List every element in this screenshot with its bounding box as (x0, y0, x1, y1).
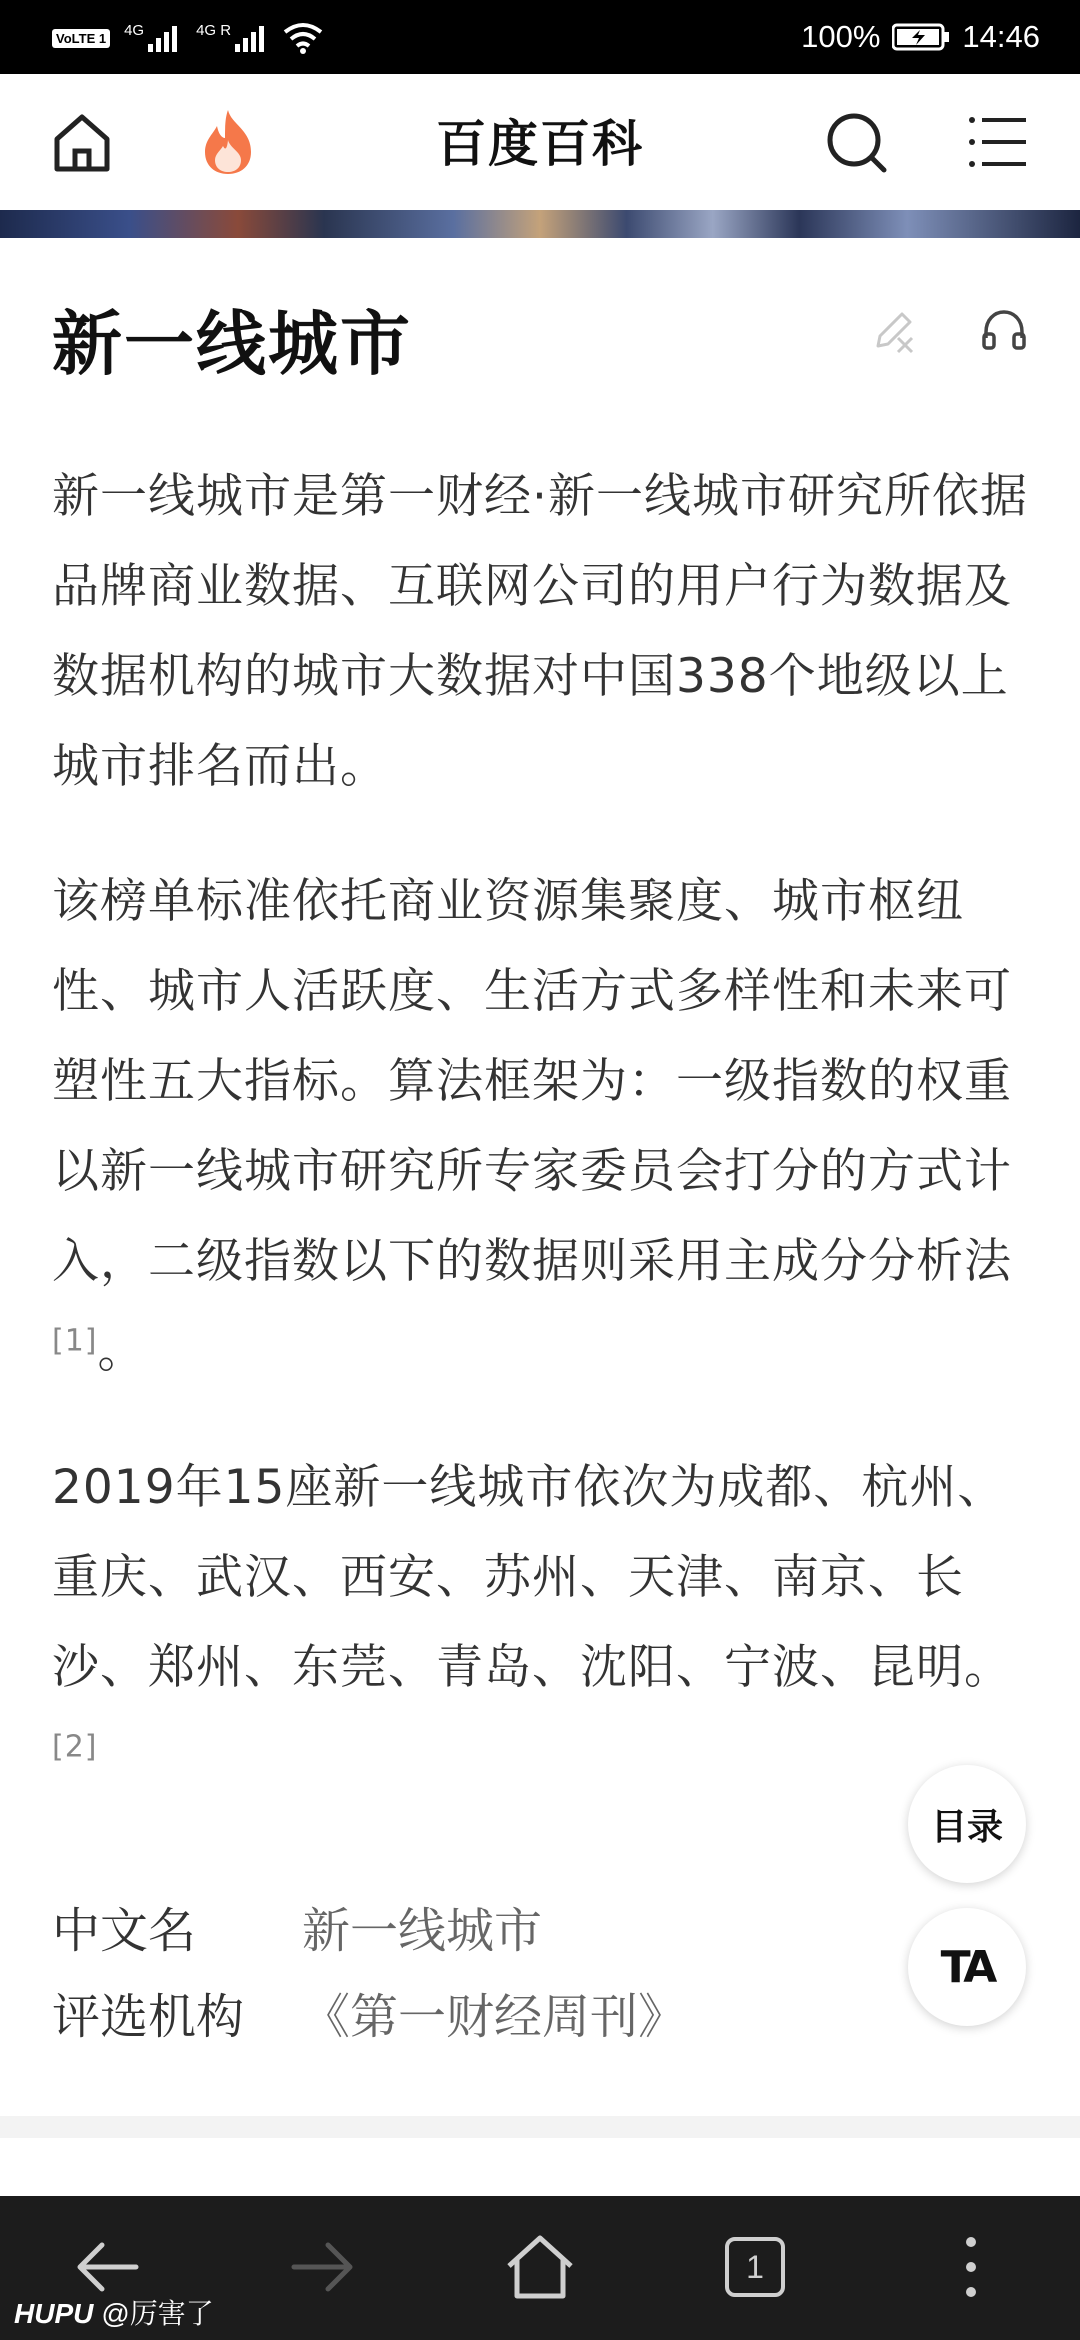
back-arrow-icon (72, 2237, 142, 2297)
menu-button[interactable] (958, 102, 1038, 182)
listen-button[interactable] (974, 300, 1034, 360)
menu-icon (968, 114, 1028, 170)
more-vertical-icon (961, 2234, 981, 2300)
info-key: 评选机构 (52, 1989, 245, 2045)
summary-paragraph-3 (52, 1443, 1032, 1803)
more-button[interactable] (916, 2222, 1026, 2312)
tabs-button[interactable] (700, 2222, 810, 2312)
home-nav-button[interactable] (485, 2222, 595, 2312)
font-size-button[interactable]: TA (908, 1908, 1026, 2026)
info-key: 中文名 (52, 1903, 197, 1959)
signal-icon (148, 24, 182, 52)
page-title: 百度百科 (436, 115, 644, 173)
header-banner-image (0, 210, 1080, 238)
info-row (52, 1888, 1032, 1974)
network-label-1: 4G (124, 21, 145, 39)
reference-link[interactable]: [2] (52, 1729, 98, 1765)
tab-count: 1 (746, 2248, 764, 2285)
info-row (52, 1974, 1032, 2060)
status-left (52, 18, 323, 58)
wifi-icon (283, 22, 323, 54)
section-divider (0, 2116, 1080, 2138)
volte-badge: VoLTE 1 (52, 29, 110, 48)
forward-arrow-icon (288, 2237, 358, 2297)
watermark (14, 2292, 214, 2332)
article-title: 新一线城市 (52, 303, 412, 385)
paragraph-text: 该榜单标准依托商业资源集聚度、城市枢纽性、城市人活跃度、生活方式多样性和未来可塑性五大指标。算法框架为：一级指数的权重以新一线城市研究所专家委员会打分的方式计入，二级指数以下的数据则采用主成分分析法 (52, 874, 1012, 1289)
status-bar (0, 0, 1080, 74)
status-right (801, 16, 1040, 58)
network-label-2: 4G R (196, 21, 232, 39)
edit-button[interactable] (864, 300, 924, 360)
paragraph-text: 2019年15座新一线城市依次为成都、杭州、重庆、武汉、西安、苏州、天津、南京、长沙、郑州、东莞、青岛、沈阳、宁波、昆明。 (52, 1460, 1012, 1695)
browser-bottom-nav (0, 2196, 1080, 2340)
headphones-icon (980, 308, 1028, 352)
battery-icon (892, 23, 950, 51)
edit-icon (870, 306, 918, 354)
paragraph-tail: 。 (97, 1324, 146, 1379)
battery-percent: 100% (801, 19, 881, 54)
basic-info (52, 1888, 1032, 2060)
info-value: 新一线城市 (302, 1903, 543, 1959)
home-outline-icon (503, 2232, 577, 2302)
signal-icon-2 (235, 24, 269, 52)
summary-paragraph-2 (52, 857, 1032, 1397)
clock: 14:46 (962, 19, 1040, 54)
watermark-brand: HUPU (14, 2298, 94, 2329)
forward-button[interactable] (268, 2222, 378, 2312)
paragraph-text: 新一线城市是第一财经·新一线城市研究所依据品牌商业数据、互联网公司的用户行为数据及数据机构的城市大数据对中国338个地级以上城市排名而出。 (52, 469, 1028, 794)
summary-paragraph-1 (52, 452, 1032, 812)
header-bar (0, 74, 1080, 211)
search-button[interactable] (816, 102, 896, 182)
reference-link[interactable]: [1] (52, 1323, 98, 1359)
search-icon (824, 110, 888, 174)
toc-button[interactable]: 目录 (908, 1765, 1026, 1883)
watermark-user: @厉害了 (101, 2298, 214, 2329)
info-value: 《第一财经周刊》 (302, 1989, 687, 2045)
